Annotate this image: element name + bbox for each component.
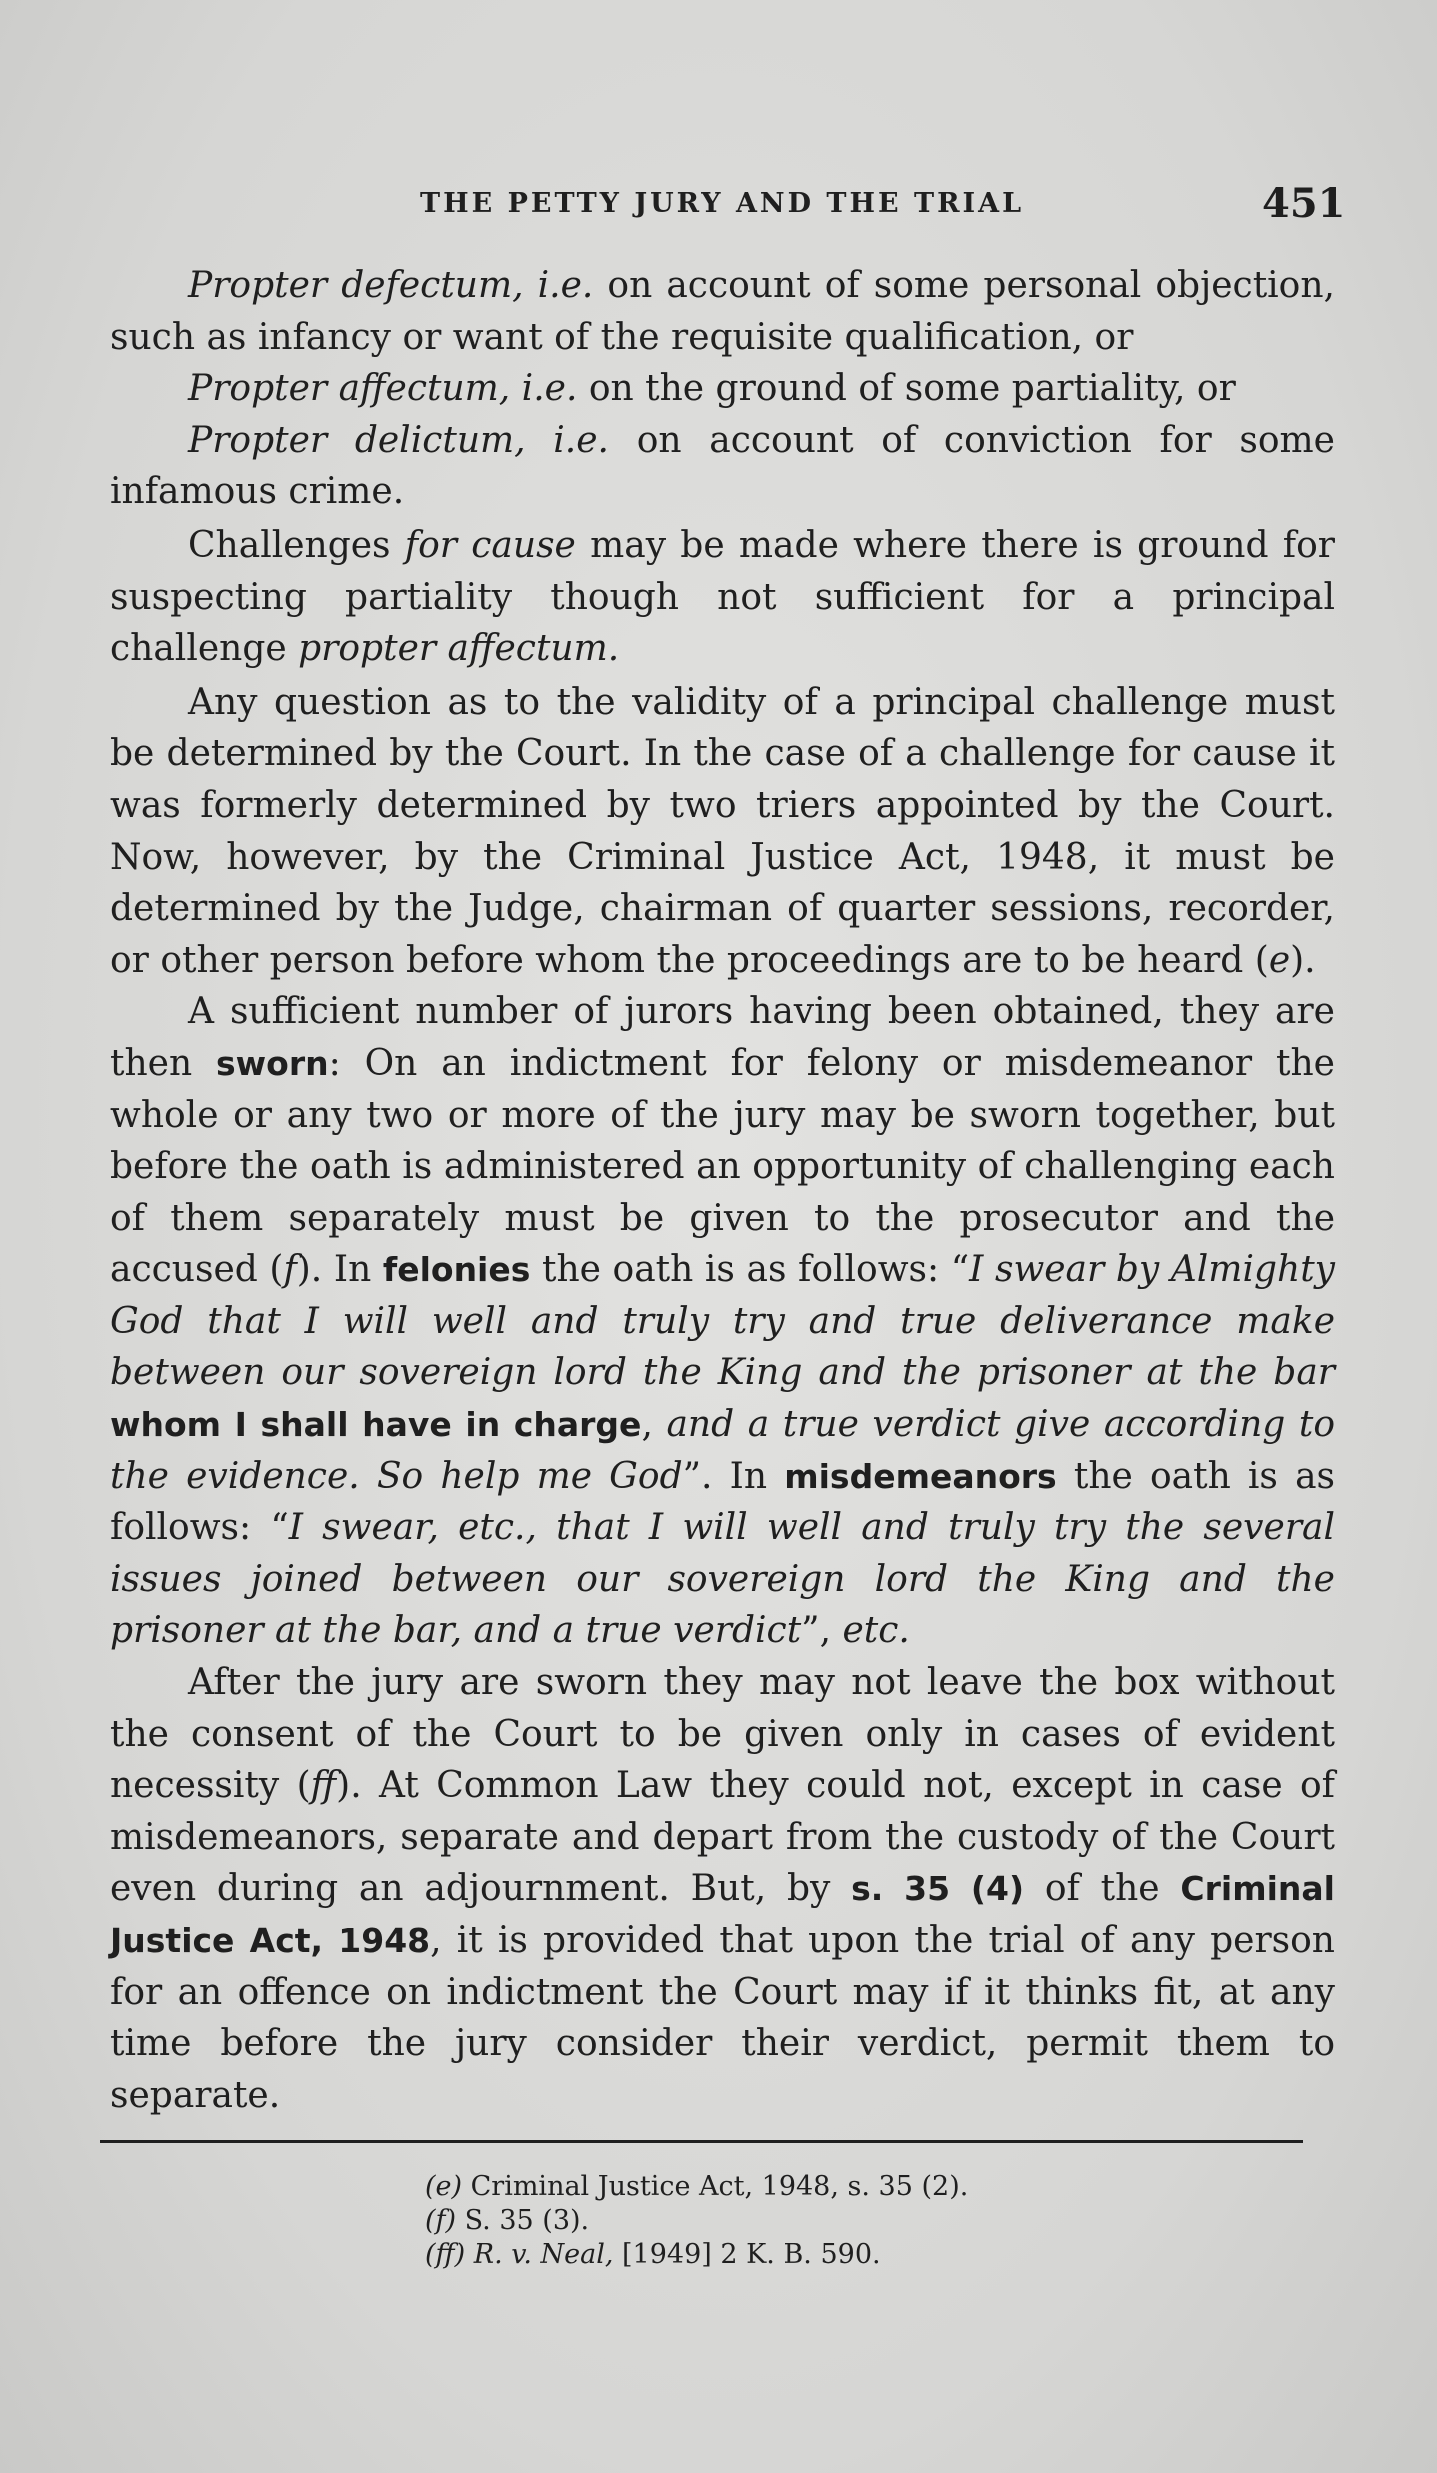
paragraph-text: : On an indictment for felony or misdemeanor the whole or any two or more of the jury may be sworn together, but before the oath is administered an opportunity of challenging each of them separately must be given to the prosecutor and the accused ( [110, 1042, 1335, 1291]
footnote-mark: (e) [425, 2171, 463, 2202]
page-number: 451 [1262, 180, 1346, 227]
paragraph-validity-of-challenge [110, 677, 1335, 987]
paragraph-challenges-for-cause [110, 520, 1335, 675]
footnote-ref: ff [310, 1765, 337, 1807]
paragraph-text: After the jury are sworn they may not leave the box without the consent of the Court to be given only in cases of evident necessity ( [110, 1662, 1335, 1807]
emphasis: for cause [404, 524, 576, 566]
bold-term: whom I shall have in charge [110, 1405, 642, 1445]
footnote-ref: f [283, 1249, 297, 1291]
oath-text: and a true verdict give according to the evidence. So help me God [110, 1404, 1336, 1497]
paragraph-text: ”. In [682, 1455, 785, 1497]
running-head: THE PETTY JURY AND THE TRIAL [420, 188, 1025, 219]
oath-text: I swear, etc., that I will well and truly try the several issues joined between our sovereign lord the King and the prisoner at the bar, and a true verdict [110, 1507, 1336, 1652]
paragraph-text: ). [1290, 939, 1316, 981]
paragraph-text: ). In [296, 1249, 383, 1291]
paragraph-after-sworn [110, 1657, 1335, 2121]
paragraph-text: the oath is as follows: “ [530, 1249, 970, 1291]
latin-term: propter affectum. [298, 628, 620, 670]
page-header [0, 180, 1437, 230]
footnote-divider [100, 2140, 1303, 2143]
bold-term: Criminal Justice Act, 1948 [110, 1869, 1335, 1960]
paragraph-text: on account of some personal objection, such as infancy or want of the requisite qualification, or [110, 265, 1335, 358]
footnote-text: Criminal Justice Act, 1948, s. 35 (2). [462, 2171, 969, 2202]
paragraph-text: of the [1024, 1868, 1181, 1910]
footnote-ff [425, 2238, 1325, 2272]
paragraph-jurors-sworn [110, 986, 1335, 1657]
paragraph-propter-defectum [110, 260, 1335, 363]
paragraph-text: on account of conviction for some infamous crime. [110, 419, 1335, 513]
bold-term: sworn [216, 1043, 329, 1083]
paragraph-text: the oath is as follows: “ [110, 1455, 1336, 1549]
footnote-e [425, 2170, 1325, 2204]
oath-text: I swear by Almighty God that I will well and truly try and true deliverance make between our sovereign lord the King and the prisoner at the bar [110, 1249, 1335, 1394]
footnote-text: [1949] 2 K. B. 590. [613, 2239, 881, 2270]
paragraph-text: A sufficient number of jurors having been obtained, they are then [110, 991, 1335, 1084]
footnote-mark: (f) [425, 2205, 457, 2236]
paragraph-text: Any question as to the validity of a principal challenge must be determined by the Court. In the case of a challenge for cause it was formerly determined by two triers appointed by the Court. Now, however, by the Criminal Justice Act, 1948, it must be determined by the Judge, chairman of quarter sessions, recorder, or other person before whom the proceedings are to be heard ( [110, 681, 1335, 981]
paragraph-text: , [641, 1404, 667, 1446]
paragraph-text: Challenges [188, 524, 405, 566]
footnote-text: S. 35 (3). [456, 2205, 590, 2236]
paragraph-text: may be made where there is ground for suspecting partiality though not sufficient for a principal challenge [110, 524, 1335, 670]
case-name: R. v. Neal, [465, 2239, 614, 2270]
latin-term: Propter defectum, i.e. [188, 265, 594, 306]
paragraph-text: on the ground of some partiality, or [577, 368, 1236, 410]
bold-term: felonies [382, 1250, 531, 1290]
oath-text: etc. [842, 1610, 910, 1652]
paragraph-text: ). At Common Law they could not, except in case of misdemeanors, separate and depart from the custody of the Court even during an adjournment. But, by [110, 1765, 1335, 1910]
latin-term: Propter affectum, i.e. [188, 368, 578, 410]
footnote-mark: (ff) [425, 2239, 466, 2270]
bold-term: misdemeanors [784, 1456, 1057, 1496]
paragraph-text: , it is provided that upon the trial of any person for an offence on indictment the Court may if it thinks fit, at any time before the jury consider their verdict, permit them to separate. [110, 1920, 1335, 2116]
bold-term: s. 35 (4) [851, 1869, 1025, 1909]
latin-term: Propter delictum, i.e. [188, 419, 609, 461]
paragraph-propter-affectum [110, 363, 1335, 415]
paragraph-propter-delictum [110, 415, 1335, 518]
footnote-f [425, 2204, 1325, 2238]
paragraph-text: ”, [801, 1610, 843, 1652]
body-text [110, 260, 1335, 2121]
footnote-ref: e [1268, 939, 1291, 981]
footnotes [425, 2170, 1325, 2272]
